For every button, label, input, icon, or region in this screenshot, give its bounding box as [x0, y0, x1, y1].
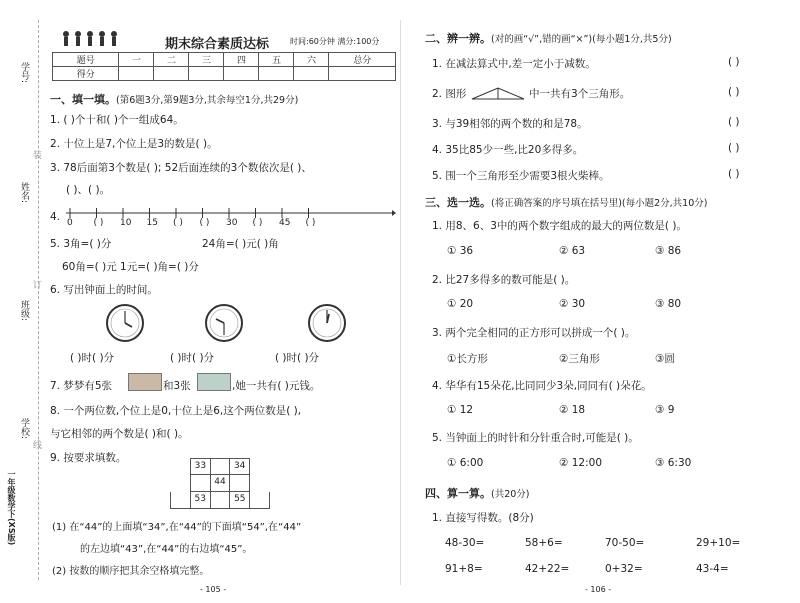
question-7-part-c: ,她一共有( )元钱。 — [232, 380, 321, 392]
choose-question-1: 1. 用8、6、3中的两个数字组成的最大的两位数是( )。 — [432, 220, 687, 232]
page-number-right: - 106 - — [585, 585, 612, 594]
clock-2-icon — [204, 303, 244, 343]
judge-answer-2[interactable]: ( ) — [728, 86, 740, 98]
calc-item[interactable]: 58+6= — [525, 537, 563, 549]
choose-2-option-a[interactable]: ① 20 — [447, 298, 474, 310]
grid-cell: 33 — [191, 459, 211, 474]
exam-title: 期末综合素质达标 — [165, 37, 270, 52]
number-line-label: 10 — [120, 218, 132, 228]
score-cell: 六 — [294, 53, 329, 67]
question-9-part-1-line-1: (1) 在“44”的上面填“34”,在“44”的下面填“54”,在“44” — [52, 522, 302, 533]
judge-question-4: 4. 35比85少一些,比20多得多。 — [432, 144, 584, 156]
banknote-1-icon — [197, 373, 231, 391]
question-5-part-a: 5. 3角=( )分 — [50, 238, 112, 250]
kids-decoration-icon — [60, 30, 120, 50]
binding-mark-2: 订 — [31, 280, 41, 289]
choose-question-5: 5. 当钟面上的时针和分针重合时,可能是( )。 — [432, 432, 639, 444]
question-6: 6. 写出钟面上的时间。 — [50, 284, 158, 296]
judge-question-2-start: 2. 图形 — [432, 88, 467, 100]
judge-question-1: 1. 在减法算式中,差一定小于减数。 — [432, 58, 596, 70]
question-8-line-2: 与它相邻的两个数是( )和( )。 — [50, 428, 189, 440]
choose-3-option-c[interactable]: ③圆 — [655, 353, 675, 365]
judge-question-2 — [432, 86, 630, 101]
choose-5-option-b[interactable]: ② 12:00 — [559, 457, 603, 469]
section-3-note: (将正确答案的序号填在括号里)(每小题2分,共10分) — [491, 198, 708, 209]
score-input-cell[interactable] — [294, 67, 329, 81]
choose-4-option-c[interactable]: ③ 9 — [655, 404, 675, 416]
number-line-label[interactable]: ( ) — [93, 218, 104, 228]
section-1-heading — [50, 91, 298, 107]
question-3-line-1: 3. 78后面第3个数是( ); 52后面连续的3个数依次是( )、 — [50, 162, 312, 174]
question-9: 9. 按要求填数。 — [50, 452, 127, 464]
score-input-cell[interactable] — [329, 67, 396, 81]
score-cell: 题号 — [53, 53, 119, 67]
choose-1-option-b[interactable]: ② 63 — [559, 245, 586, 257]
choose-1-option-c[interactable]: ③ 86 — [655, 245, 682, 257]
judge-question-3: 3. 与39相邻的两个数的和是78。 — [432, 118, 588, 130]
calc-item[interactable]: 42+22= — [525, 563, 570, 575]
choose-3-option-b[interactable]: ②三角形 — [559, 353, 600, 365]
clock-3-answer: ( )时( )分 — [275, 352, 320, 364]
class-label: 班级: — [19, 300, 29, 322]
judge-answer-4[interactable]: ( ) — [728, 142, 740, 154]
number-line-label: 0 — [67, 218, 73, 228]
section-4-note: (共20分) — [491, 489, 530, 500]
grid-cell: 44 — [211, 475, 231, 491]
choose-question-4: 4. 华华有15朵花,比同同少3朵,同同有( )朵花。 — [432, 380, 652, 392]
name-label: 姓名: — [19, 182, 29, 204]
judge-answer-5[interactable]: ( ) — [728, 168, 740, 180]
question-8-line-1: 8. 一个两位数,个位上是0,十位上是6,这个两位数是( ), — [50, 405, 302, 417]
judge-question-2-end: 中一共有3个三角形。 — [529, 88, 631, 100]
question-9-part-1-line-2: 的左边填“43”,在“44”的右边填“45”。 — [80, 544, 253, 555]
school-label: 学校: — [19, 418, 29, 440]
number-line-label[interactable]: ( ) — [173, 218, 183, 228]
section-1-title: 一、填一填。 — [50, 93, 116, 106]
score-cell: 总分 — [329, 53, 396, 67]
question-7-part-a: 7. 梦梦有5张 — [50, 380, 113, 392]
clock-1-answer: ( )时( )分 — [70, 352, 115, 364]
question-7-part-b: 和3张 — [163, 380, 191, 392]
binding-mark-3: 线 — [31, 440, 41, 449]
question-9-part-2: (2) 按数的顺序把其余空格填完整。 — [52, 566, 210, 577]
score-input-cell[interactable] — [189, 67, 224, 81]
calc-item[interactable]: 48-30= — [445, 537, 485, 549]
time-note: 时间:60分钟 满分:100分 — [290, 37, 380, 46]
question-5-part-b: 24角=( )元( )角 — [202, 238, 279, 250]
question-3-line-2: ( )、( )。 — [66, 184, 111, 196]
section-1-note: (第6题3分,第9题3分,其余每空1分,共29分) — [116, 95, 299, 106]
cut-line — [38, 20, 39, 580]
number-line-label[interactable]: ( ) — [252, 218, 263, 228]
choose-5-option-c[interactable]: ③ 6:30 — [655, 457, 692, 469]
judge-question-5: 5. 围一个三角形至少需要3根火柴棒。 — [432, 170, 610, 182]
choose-4-option-b[interactable]: ② 18 — [559, 404, 586, 416]
section-2-note: (对的画“√”,错的画“×”)(每小题1分,共5分) — [491, 34, 672, 45]
binding-mark-1: 装 — [31, 150, 41, 159]
section-4-title: 四、算一算。 — [425, 487, 491, 500]
question-4-label: 4. — [50, 211, 61, 223]
section-2-title: 二、辨一辨。 — [425, 32, 491, 45]
grid-cell[interactable] — [211, 459, 231, 474]
page-divider — [400, 20, 401, 585]
calc-item[interactable]: 0+32= — [605, 563, 643, 575]
calc-item[interactable]: 70-50= — [605, 537, 645, 549]
number-line-label: 15 — [146, 218, 158, 228]
calc-subtitle: 1. 直接写得数。(8分) — [432, 512, 534, 524]
score-input-cell[interactable] — [119, 67, 154, 81]
clock-1-icon — [105, 303, 145, 343]
grid-cell: 34 — [233, 461, 246, 471]
grid-cell: 55 — [230, 492, 250, 508]
score-cell: 四 — [224, 53, 259, 67]
score-input-cell[interactable] — [224, 67, 259, 81]
choose-3-option-a[interactable]: ①长方形 — [447, 353, 488, 365]
score-cell: 五 — [259, 53, 294, 67]
calc-item[interactable]: 43-4= — [696, 563, 729, 575]
choose-1-option-a[interactable]: ① 36 — [447, 245, 474, 257]
score-table-header-row — [53, 53, 396, 67]
section-4-heading — [425, 485, 530, 501]
calc-item[interactable]: 29+10= — [696, 537, 741, 549]
clock-3-icon — [307, 303, 347, 343]
choose-2-option-b[interactable]: ② 30 — [559, 298, 586, 310]
grid-cell[interactable] — [171, 492, 191, 508]
section-2-heading — [425, 30, 672, 46]
clock-2-answer: ( )时( )分 — [170, 352, 215, 364]
score-input-cell[interactable] — [259, 67, 294, 81]
choose-question-2: 2. 比27多得多的数可能是( )。 — [432, 274, 576, 286]
section-3-title: 三、选一选。 — [425, 196, 491, 209]
grid-cell[interactable] — [211, 492, 231, 508]
choose-4-option-a[interactable]: ① 12 — [447, 404, 474, 416]
section-3-heading — [425, 194, 707, 210]
score-cell: 三 — [189, 53, 224, 67]
judge-answer-3[interactable]: ( ) — [728, 116, 740, 128]
number-line-label: 45 — [279, 218, 291, 228]
number-line-label: 30 — [226, 218, 238, 228]
banknote-5-icon — [128, 373, 162, 391]
number-line-label[interactable]: ( ) — [199, 218, 210, 228]
score-cell: 一 — [119, 53, 154, 67]
question-2: 2. 十位上是7,个位上是3的数是( )。 — [50, 138, 218, 150]
score-input-cell[interactable] — [154, 67, 189, 81]
grid-cell: 53 — [191, 492, 211, 508]
grid-cell[interactable] — [191, 475, 211, 491]
number-line-label[interactable]: ( ) — [305, 218, 316, 228]
score-table-score-row — [53, 67, 396, 81]
score-cell: 得分 — [53, 67, 119, 81]
judge-answer-1[interactable]: ( ) — [728, 56, 740, 68]
question-5-part-c: 60角=( )元 1元=( )角=( )分 — [62, 261, 199, 273]
choose-2-option-c[interactable]: ③ 80 — [655, 298, 682, 310]
triangle-figure-icon — [470, 87, 526, 101]
score-table — [52, 52, 396, 81]
score-cell: 二 — [154, 53, 189, 67]
grid-cell[interactable] — [230, 475, 249, 491]
question-1: 1. ( )个十和( )个一组成64。 — [50, 114, 184, 126]
binding-gutter — [0, 0, 41, 603]
student-number-label: 学号: — [19, 62, 29, 84]
choose-5-option-a[interactable]: ① 6:00 — [447, 457, 484, 469]
page-number-left: - 105 - — [200, 585, 227, 594]
book-series-label: 一年级数学下(XS版) — [7, 470, 16, 546]
choose-question-3: 3. 两个完全相同的正方形可以拼成一个( )。 — [432, 327, 636, 339]
calc-item[interactable]: 91+8= — [445, 563, 483, 575]
grid-cell[interactable] — [250, 492, 269, 508]
